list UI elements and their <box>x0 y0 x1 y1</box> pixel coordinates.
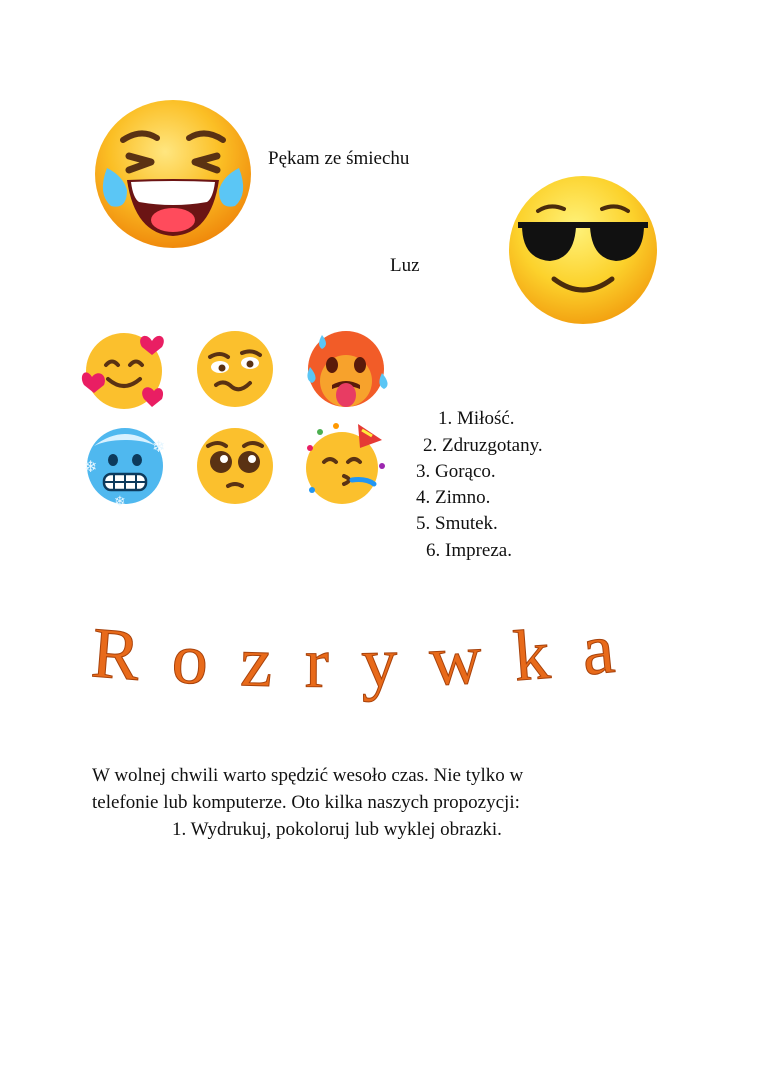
body-line: W wolnej chwili warto spędzić wesoło czas. Nie tylko w <box>92 765 524 786</box>
pleading-face-icon <box>192 422 278 506</box>
smiling-face-with-hearts-icon <box>80 327 170 411</box>
heading-text: Rozrywka <box>88 607 621 703</box>
partying-face-icon <box>302 418 390 508</box>
woozy-face-icon <box>192 327 278 411</box>
cool-caption: Luz <box>390 255 420 276</box>
hot-face-icon <box>302 327 390 411</box>
list-item: 1. Wydrukuj, pokoloruj lub wyklej obrazki. <box>172 819 502 840</box>
svg-text:❄: ❄ <box>114 494 126 506</box>
svg-text:❄: ❄ <box>84 457 98 476</box>
body-line: telefonie lub komputerze. Oto kilka naszych propozycji: <box>92 792 520 813</box>
laughing-caption: Pękam ze śmiechu <box>268 148 410 169</box>
cold-face-icon <box>80 422 170 506</box>
list-item: 3. Gorąco. <box>416 461 496 482</box>
smiling-face-with-sunglasses-icon <box>508 175 658 325</box>
list-item: 6. Impreza. <box>426 540 512 561</box>
list-item: 1. Miłość. <box>438 408 515 429</box>
list-item: 4. Zimno. <box>416 487 491 508</box>
svg-text:❄: ❄ <box>152 437 166 456</box>
page-title <box>80 600 640 720</box>
list-item: 5. Smutek. <box>416 513 498 534</box>
svg-text:Rozrywka <box>89 608 621 703</box>
list-item: 2. Zdruzgotany. <box>423 435 543 456</box>
face-with-tears-of-joy-icon <box>93 98 253 250</box>
